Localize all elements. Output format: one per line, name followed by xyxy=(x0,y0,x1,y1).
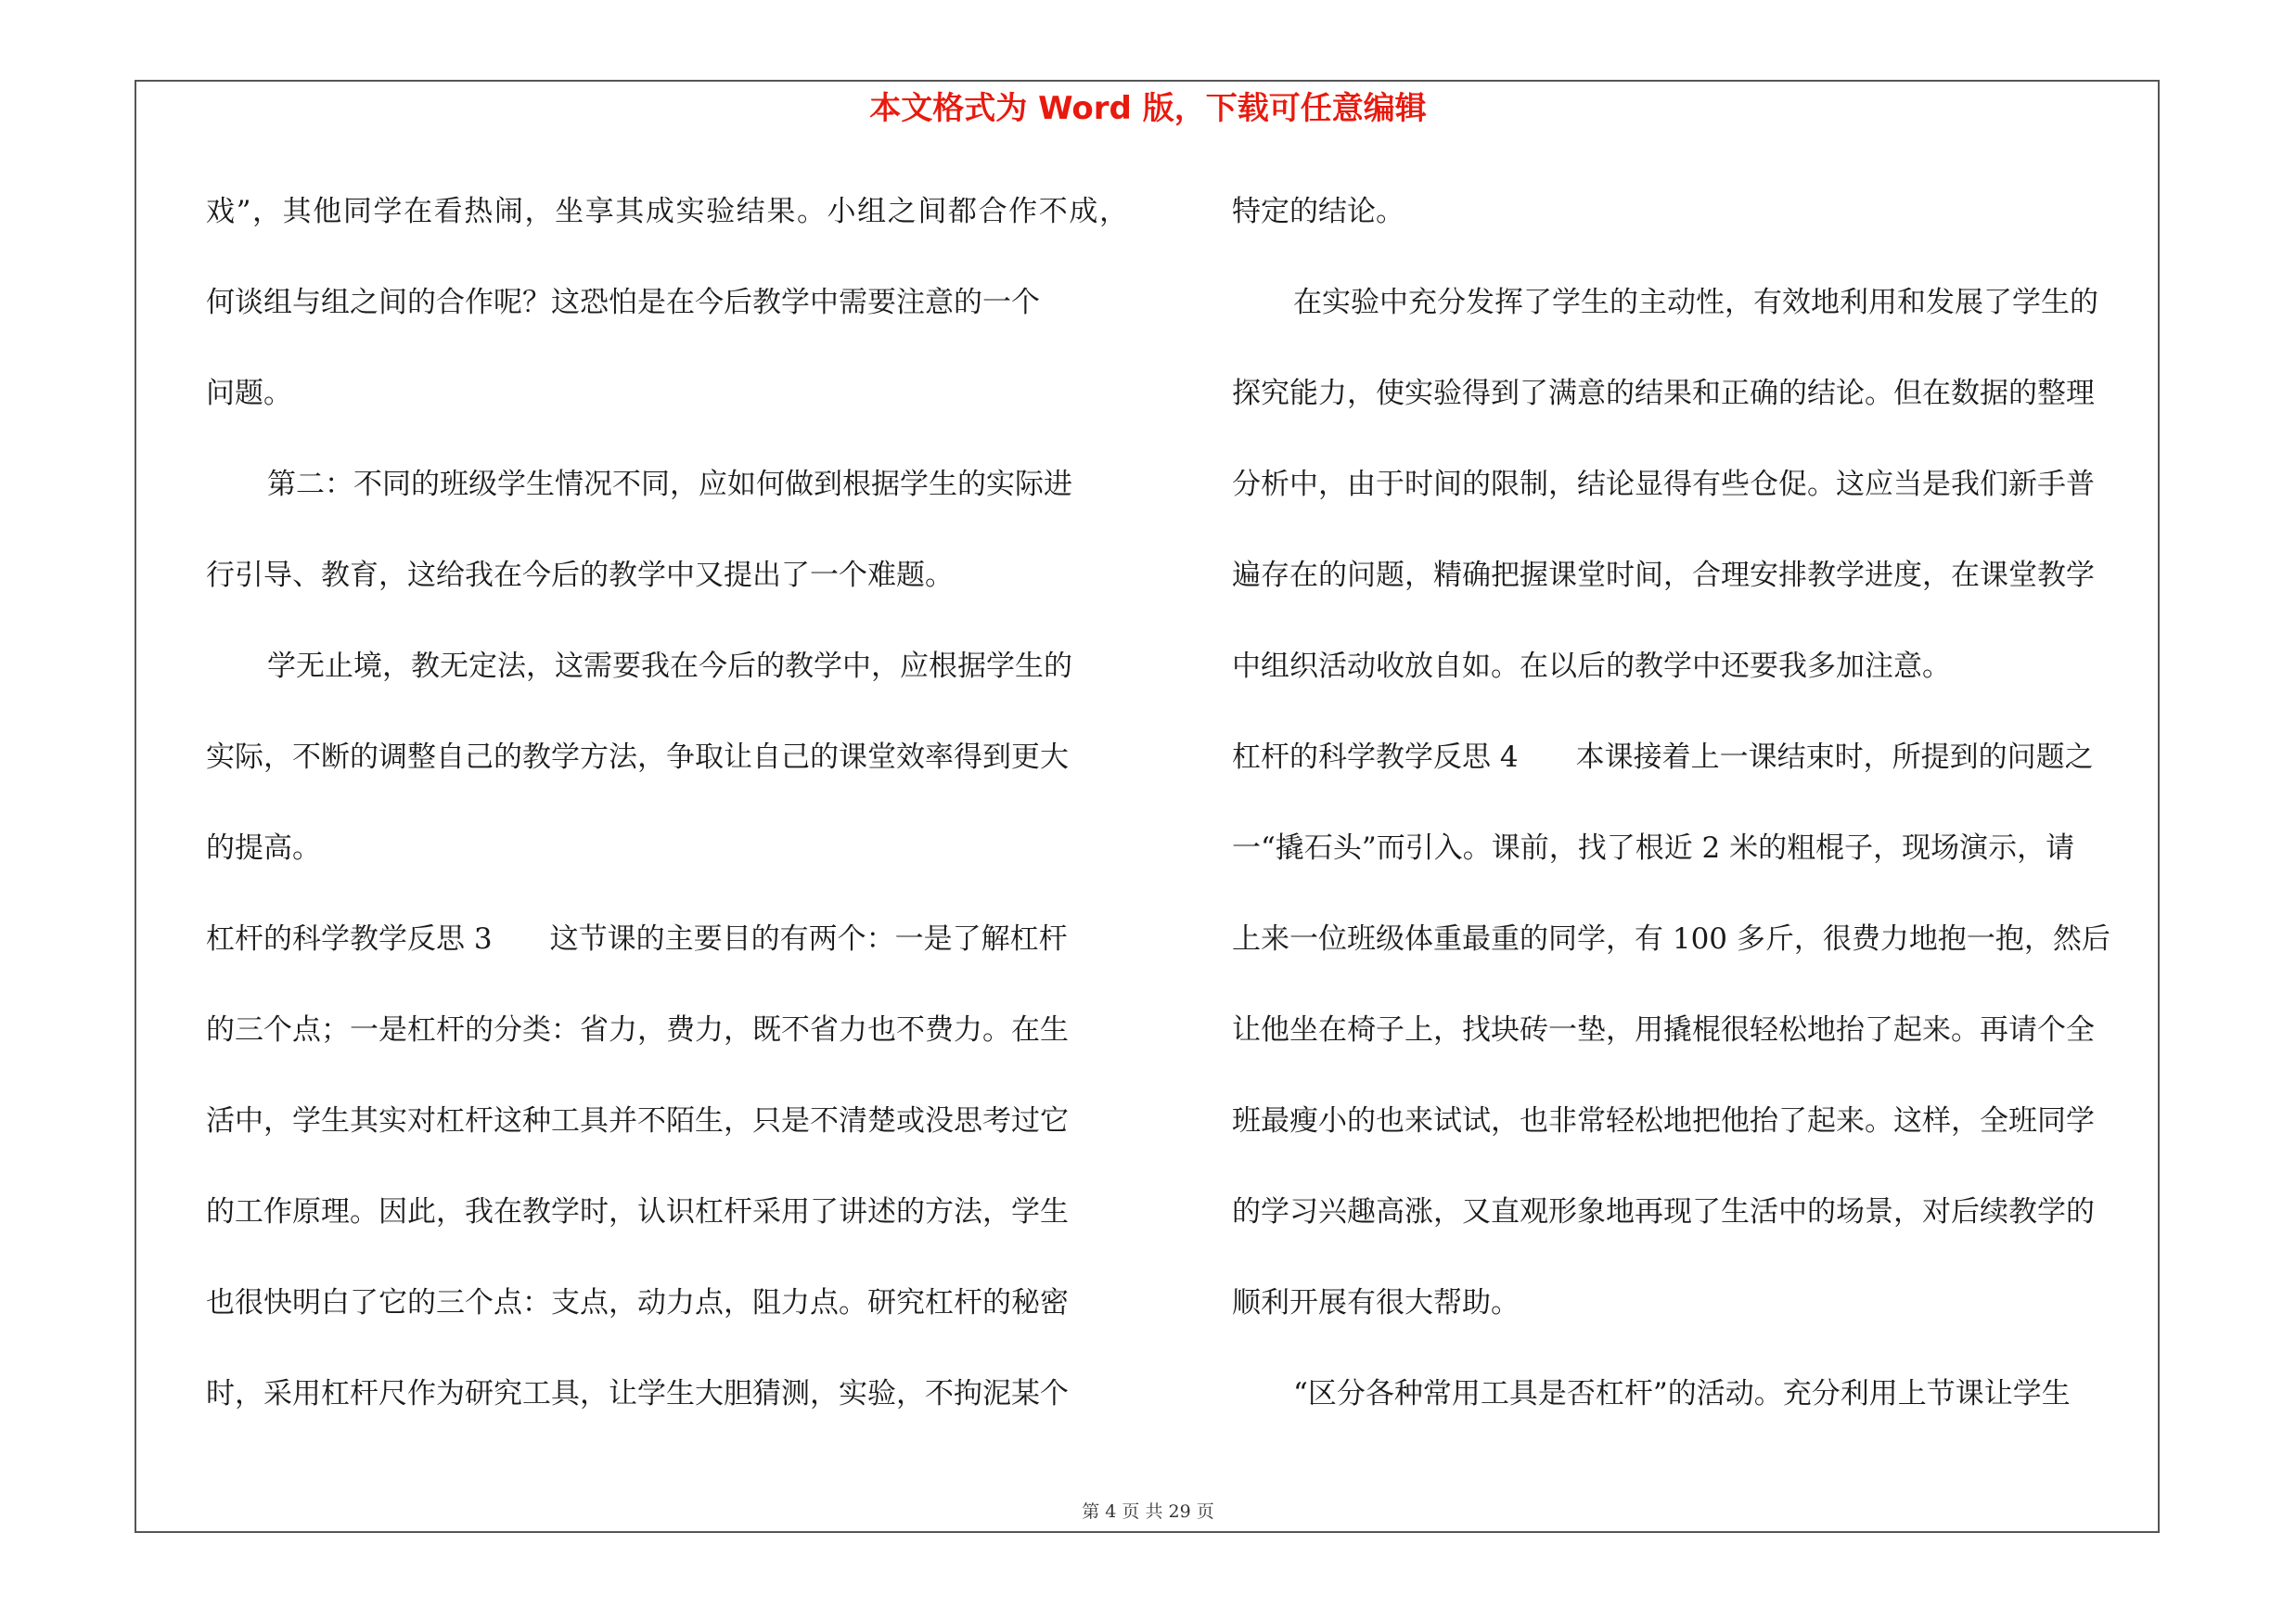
text-line: 的提高。 xyxy=(206,831,321,865)
text-line: 问题。 xyxy=(206,377,292,410)
text-line: 第二：不同的班级学生情况不同，应如何做到根据学生的实际进 xyxy=(267,468,1072,501)
text-line: 顺利开展有很大帮助。 xyxy=(1232,1286,1520,1320)
text-line: 也很快明白了它的三个点：支点，动力点，阻力点。研究杠杆的秘密 xyxy=(206,1286,1069,1320)
text-line: 中组织活动收放自如。在以后的教学中还要我多加注意。 xyxy=(1232,650,1951,683)
text-line: 探究能力，使实验得到了满意的结果和正确的结论。但在数据的整理 xyxy=(1232,377,2095,410)
document-header-title: 本文格式为 Word 版，下载可任意编辑 xyxy=(869,90,1427,127)
text-line: 遍存在的问题，精确把握课堂时间，合理安排教学进度，在课堂教学 xyxy=(1232,559,2095,592)
text-line: 让他坐在椅子上，找块砖一垫，用撬棍很轻松地抬了起来。再请个全 xyxy=(1232,1013,2095,1047)
text-line: 实际，不断的调整自己的教学方法，争取让自己的课堂效率得到更大 xyxy=(206,741,1069,774)
section-heading-line xyxy=(206,915,1128,1006)
text-line: 上来一位班级体重最重的同学，有 100 多斤，很费力地抱一抱，然后 xyxy=(1232,922,2110,956)
text-line: 分析中，由于时间的限制，结论显得有些仓促。这应当是我们新手普 xyxy=(1232,468,2095,501)
section-heading: 杠杆的科学教学反思 3 xyxy=(206,922,493,956)
text-line: 的工作原理。因此，我在教学时，认识杠杆采用了讲述的方法，学生 xyxy=(206,1195,1069,1229)
text-line: “区分各种常用工具是否杠杆”的活动。充分利用上节课让学生 xyxy=(1293,1377,2071,1410)
section-heading-line xyxy=(1232,733,2154,824)
section-heading: 杠杆的科学教学反思 4 xyxy=(1232,741,1519,774)
text-line: 的学习兴趣高涨，又直观形象地再现了生活中的场景，对后续教学的 xyxy=(1232,1195,2095,1229)
text-line: 何谈组与组之间的合作呢？这恐怕是在今后教学中需要注意的一个 xyxy=(206,286,1040,319)
text-line: 戏”，其他同学在看热闹，坐享其成实验结果。小组之间都合作不成， xyxy=(206,195,1128,228)
text-line: 时，采用杠杆尺作为研究工具，让学生大胆猜测，实验，不拘泥某个 xyxy=(206,1377,1069,1410)
text-line: 班最瘦小的也来试试，也非常轻松地把他抬了起来。这样，全班同学 xyxy=(1232,1104,2095,1138)
left-text-column xyxy=(206,187,1128,1459)
text-line: 活中，学生其实对杠杆这种工具并不陌生，只是不清楚或没思考过它 xyxy=(206,1104,1069,1138)
text-line: 的三个点；一是杠杆的分类：省力，费力，既不省力也不费力。在生 xyxy=(206,1013,1069,1047)
text-line: 特定的结论。 xyxy=(1232,195,1405,228)
page-number-footer: 第 4 页 共 29 页 xyxy=(1082,1501,1214,1522)
section-intro-text: 这节课的主要目的有两个：一是了解杠杆 xyxy=(549,922,1068,956)
text-line: 在实验中充分发挥了学生的主动性，有效地利用和发展了学生的 xyxy=(1293,286,2098,319)
section-intro-text: 本课接着上一课结束时，所提到的问题之 xyxy=(1575,741,2094,774)
text-line: 一“撬石头”而引入。课前，找了根近 2 米的粗棍子，现场演示，请 xyxy=(1232,831,2075,865)
text-line: 行引导、教育，这给我在今后的教学中又提出了一个难题。 xyxy=(206,559,954,592)
right-text-column xyxy=(1232,187,2154,1459)
text-line: 学无止境，教无定法，这需要我在今后的教学中，应根据学生的 xyxy=(267,650,1072,683)
